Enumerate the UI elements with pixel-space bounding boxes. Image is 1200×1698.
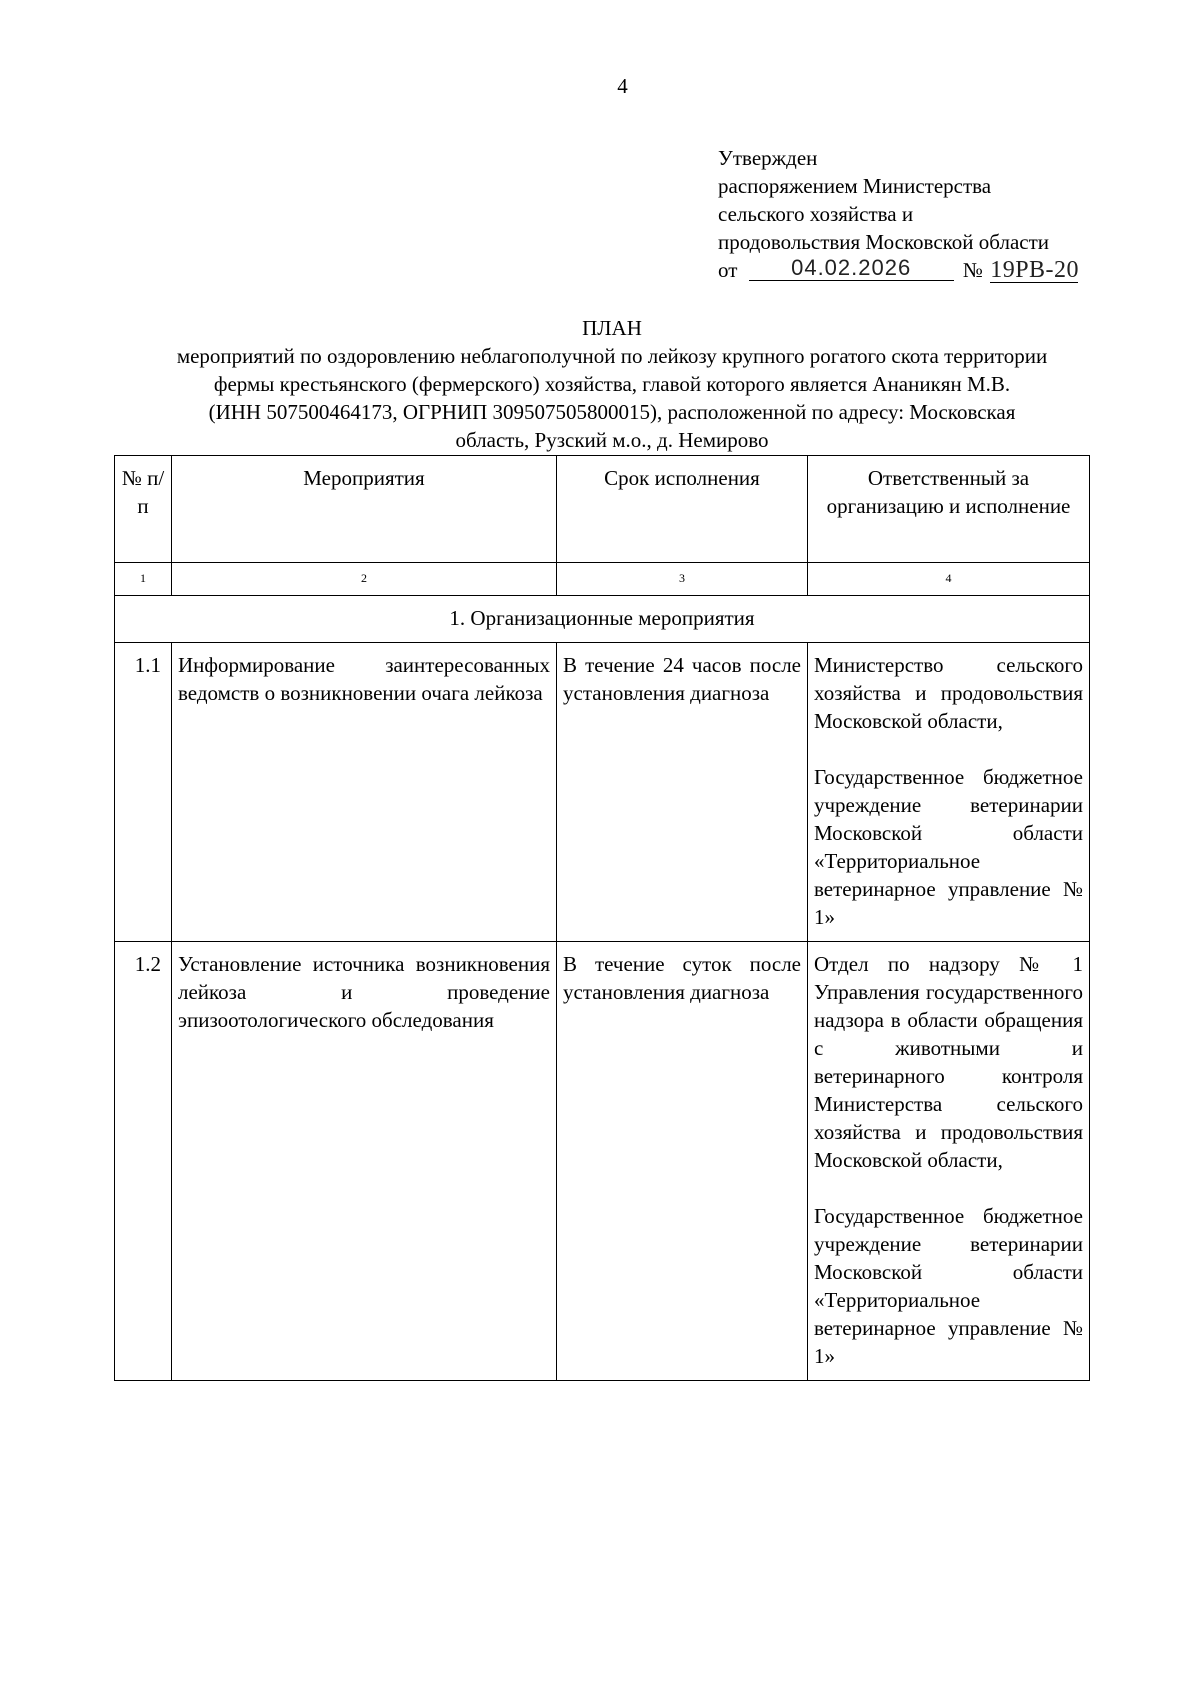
plan-subtitle-line: фермы крестьянского (фермерского) хозяйства, главой которого является Ананикян М.В. [213,372,1011,396]
row-activity: Установление источника возникновения лейкоза и проведение эпизоотологического обследования [172,942,557,1381]
row-activity: Информирование заинтересованных ведомств о возникновении очага лейкоза [172,643,557,942]
responsible-party: Отдел по надзору № 1 Управления государственного надзора в области обращения с животными и ветеринарного контроля Министерства сельского хозяйства и продовольствия Московской области, [814,952,1083,1172]
responsible-party: Министерство сельского хозяйства и продовольствия Московской области, [814,653,1083,733]
column-index: 1 [115,563,172,596]
plan-subtitle-line: мероприятий по оздоровлению неблагополучной по лейкозу крупного рогатого скота территории [176,344,1048,368]
column-index: 4 [808,563,1090,596]
header-number: № п/п [115,456,172,563]
approval-line-1: Утвержден [718,146,818,170]
header-responsible: Ответственный за организацию и исполнение [808,456,1090,563]
number-sign: № [962,258,983,282]
plan-title: ПЛАН [582,316,642,340]
row-responsible [808,643,1090,942]
plan-subtitle-line: область, Рузский м.о., д. Немирово [455,428,769,452]
table-row [115,942,1090,1381]
approval-date: 04.02.2026 [749,256,954,281]
row-deadline: В течение 24 часов после установления диагноза [557,643,808,942]
approval-date-row [718,256,1158,286]
approval-line-4: продовольствия Московской области [718,230,1049,254]
approval-line-3: сельского хозяйства и [718,202,914,226]
table-row [115,643,1090,942]
row-responsible [808,942,1090,1381]
row-number: 1.2 [115,942,172,1381]
header-activity: Мероприятия [172,456,557,563]
approval-number: 19РВ-20 [990,257,1080,283]
section-title: 1. Организационные мероприятия [115,596,1090,643]
approval-block [718,144,1158,286]
row-number: 1.1 [115,643,172,942]
plan-subtitle-line: (ИНН 507500464173, ОГРНИП 309507505800015), расположенной по адресу: Московская [208,400,1016,424]
column-index: 3 [557,563,808,596]
date-prefix: от [718,258,738,282]
responsible-party: Государственное бюджетное учреждение ветеринарии Московской области «Территориальное ветеринарное управление № 1» [814,1204,1083,1368]
plan-subtitle [112,342,1112,454]
table-header-row [115,456,1090,563]
approval-line-2: распоряжением Министерства [718,174,992,198]
section-row [115,596,1090,643]
plan-table [114,455,1090,1381]
column-index-row [115,563,1090,596]
page-number: 4 [617,74,628,98]
responsible-party: Государственное бюджетное учреждение ветеринарии Московской области «Территориальное ветеринарное управление № 1» [814,765,1083,929]
column-index: 2 [172,563,557,596]
row-deadline: В течение суток после установления диагноза [557,942,808,1381]
header-deadline: Срок исполнения [557,456,808,563]
